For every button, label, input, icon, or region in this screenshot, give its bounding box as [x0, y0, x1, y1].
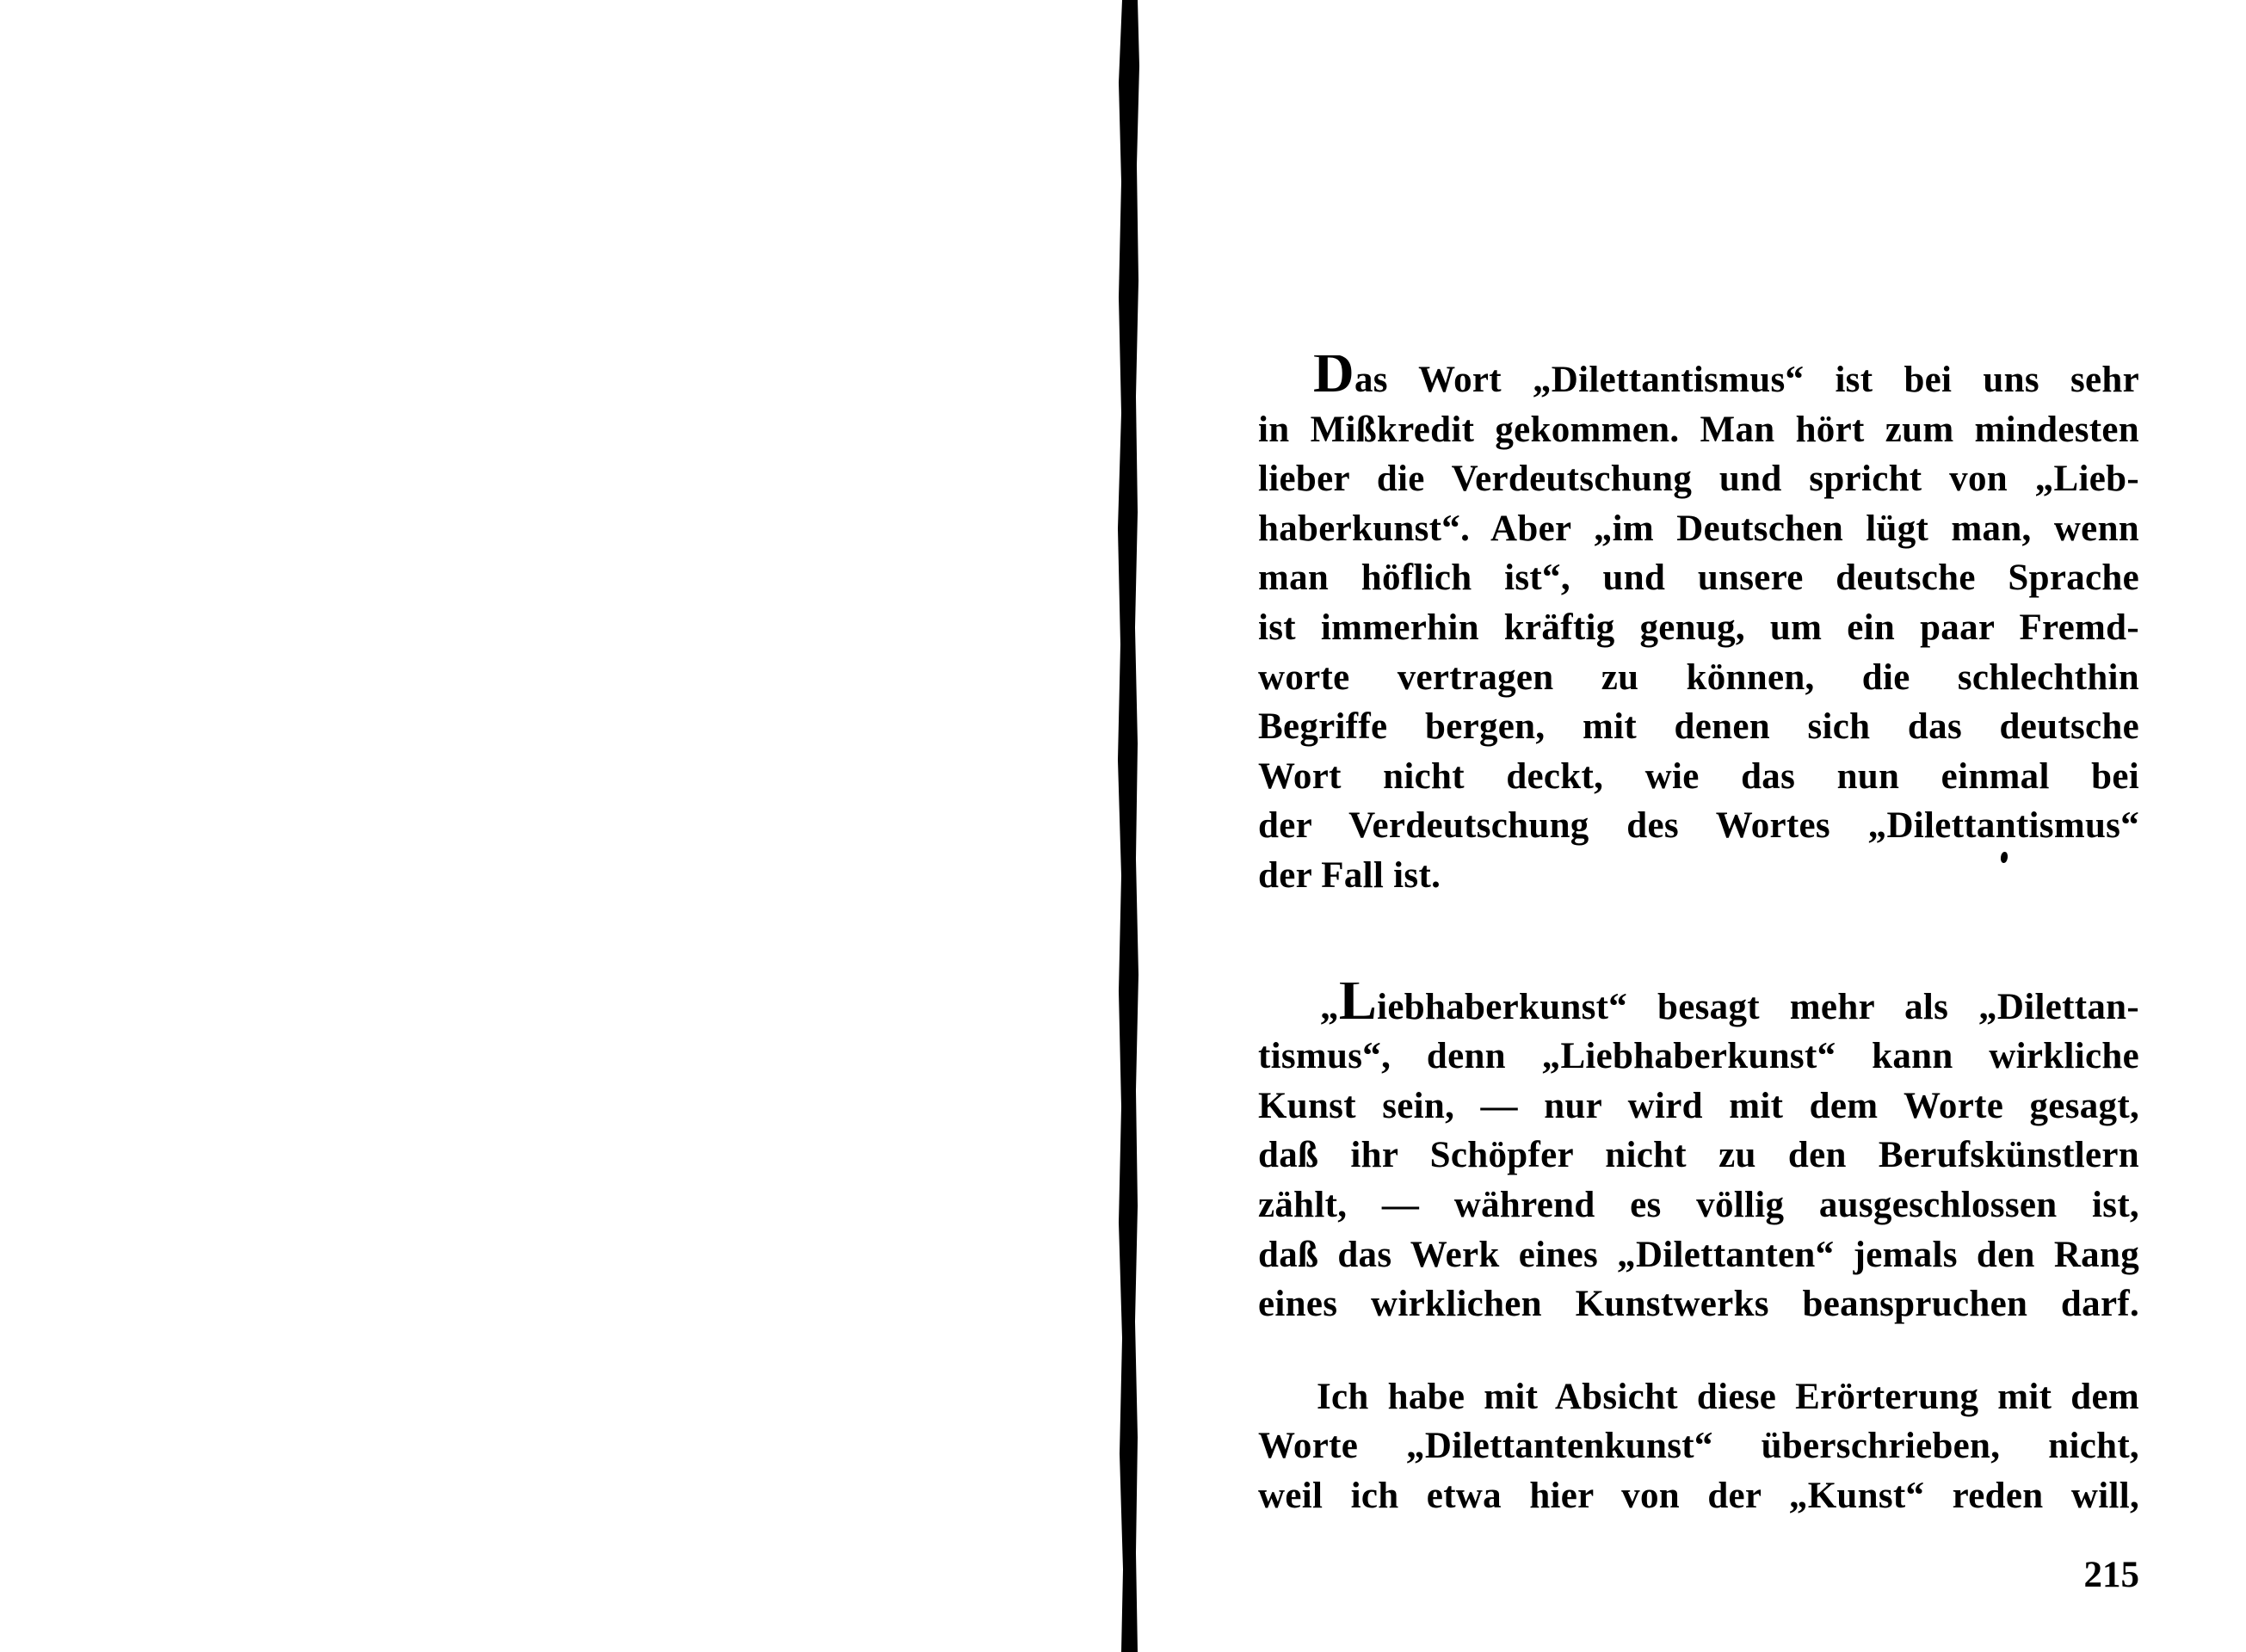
opening-quote: „: [1320, 986, 1339, 1027]
text-line: tismus“, denn „Liebhaberkunst“ kann wirkliche: [1258, 1036, 2139, 1077]
paragraph-initial: D: [1313, 355, 1354, 404]
text-line: lieber die Verdeutschung und spricht von „Lieb-: [1258, 459, 2139, 500]
text-line: der Verdeutschung des Wortes „Dilettantismus“: [1258, 805, 2139, 847]
text-line: ist immerhin kräftig genug, um ein paar Fremd-: [1258, 607, 2139, 648]
text-line: weil ich etwa hier von der „Kunst“ reden will,: [1258, 1475, 2139, 1516]
paragraph-1: [1258, 355, 2139, 901]
paragraph-2: [1258, 983, 2139, 1329]
text-line: eines wirklichen Kunstwerks beanspruchen darf.: [1258, 1284, 2139, 1325]
text-line: Kunst sein, — nur wird mit dem Worte gesagt,: [1258, 1085, 2139, 1126]
text-line: der Fall ist.: [1258, 854, 1441, 896]
text-line: worte vertragen zu können, die schlechthin: [1258, 656, 2139, 698]
text-line: haberkunst“. Aber „im Deutschen lügt man, wenn: [1258, 508, 2139, 549]
page-gutter-line: [1116, 0, 1140, 1652]
text-line: man höflich ist“, und unsere deutsche Sprache: [1258, 558, 2139, 599]
page-number: 215: [2083, 1555, 2139, 1595]
text-line-rest: iebhaberkunst“ besagt mehr als „Dilettan-: [1377, 986, 2139, 1027]
text-line: Wort nicht deckt, wie das nun einmal bei: [1258, 755, 2139, 797]
text-line: daß ihr Schöpfer nicht zu den Berufskünstlern: [1258, 1135, 2139, 1176]
right-page-text-column: [1258, 355, 2139, 1520]
text-line-rest: Ich habe mit Absicht diese Erörterung mit dem: [1317, 1376, 2139, 1417]
text-line: [1258, 983, 2139, 1032]
text-line: zählt, — während es völlig ausgeschlossen ist,: [1258, 1184, 2139, 1225]
text-line: Worte „Dilettantenkunst“ überschrieben, nicht,: [1258, 1426, 2139, 1467]
text-line: in Mißkredit gekommen. Man hört zum mindesten: [1258, 409, 2139, 450]
text-line: [1258, 355, 2139, 405]
text-line: Begriffe bergen, mit denen sich das deutsche: [1258, 706, 2139, 748]
text-line: [1258, 1372, 2139, 1422]
paragraph-initial: L: [1338, 982, 1378, 1032]
text-line: daß das Werk eines „Dilettanten“ jemals den Rang: [1258, 1234, 2139, 1275]
paragraph-3: [1258, 1372, 2139, 1521]
text-line-rest: as Wort „Dilettantismus“ ist bei uns sehr: [1354, 360, 2139, 400]
